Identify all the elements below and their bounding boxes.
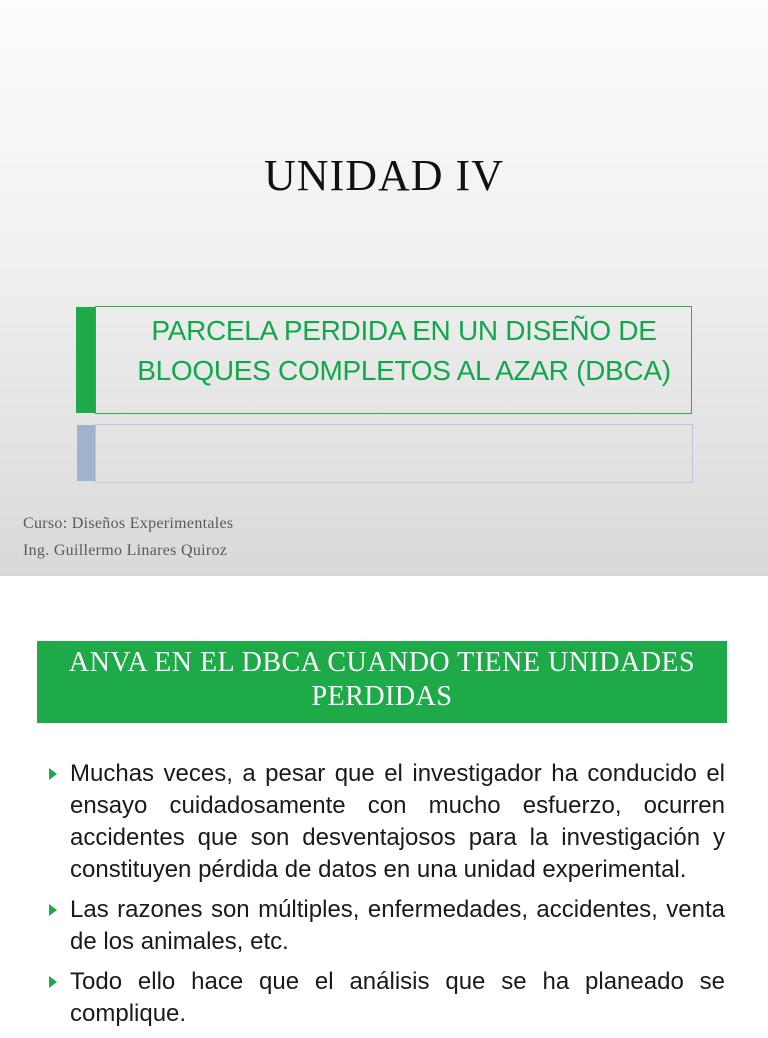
content-slide: [0, 576, 768, 1027]
triangle-bullet-icon: [49, 976, 57, 988]
empty-placeholder-box: [95, 424, 693, 483]
course-info: [23, 510, 233, 564]
triangle-bullet-icon: [49, 768, 57, 780]
list-item: [45, 966, 725, 1030]
slide-title: UNIDAD IV: [264, 151, 504, 200]
bullet-text: Todo ello hace que el análisis que se ha planeado se complique.: [70, 968, 725, 1027]
bullet-list: [45, 758, 725, 1038]
subtitle-accent-bar: [76, 307, 95, 413]
instructor-name: Ing. Guillermo Linares Quiroz: [23, 542, 228, 559]
empty-box-accent-bar: [77, 425, 96, 481]
bullet-text: Muchas veces, a pesar que el investigador ha conducido el ensayo cuidadosamente con mucho esfuerzo, ocurren accidentes que son desventajosos para la investigación y constituyen pérdida de datos en una unidad experimental.: [70, 760, 725, 883]
triangle-bullet-icon: [49, 904, 57, 916]
slide-subtitle: PARCELA PERDIDA EN UN DISEÑO DE BLOQUES COMPLETOS AL AZAR (DBCA): [137, 315, 671, 386]
bullet-text: Las razones son múltiples, enfermedades, accidentes, venta de los animales, etc.: [70, 896, 725, 955]
course-name: Curso: Diseños Experimentales: [23, 515, 234, 532]
list-item: [45, 758, 725, 886]
list-item: [45, 894, 725, 958]
slide-heading: ANVA EN EL DBCA CUANDO TIENE UNIDADES PERDIDAS: [68, 647, 696, 712]
